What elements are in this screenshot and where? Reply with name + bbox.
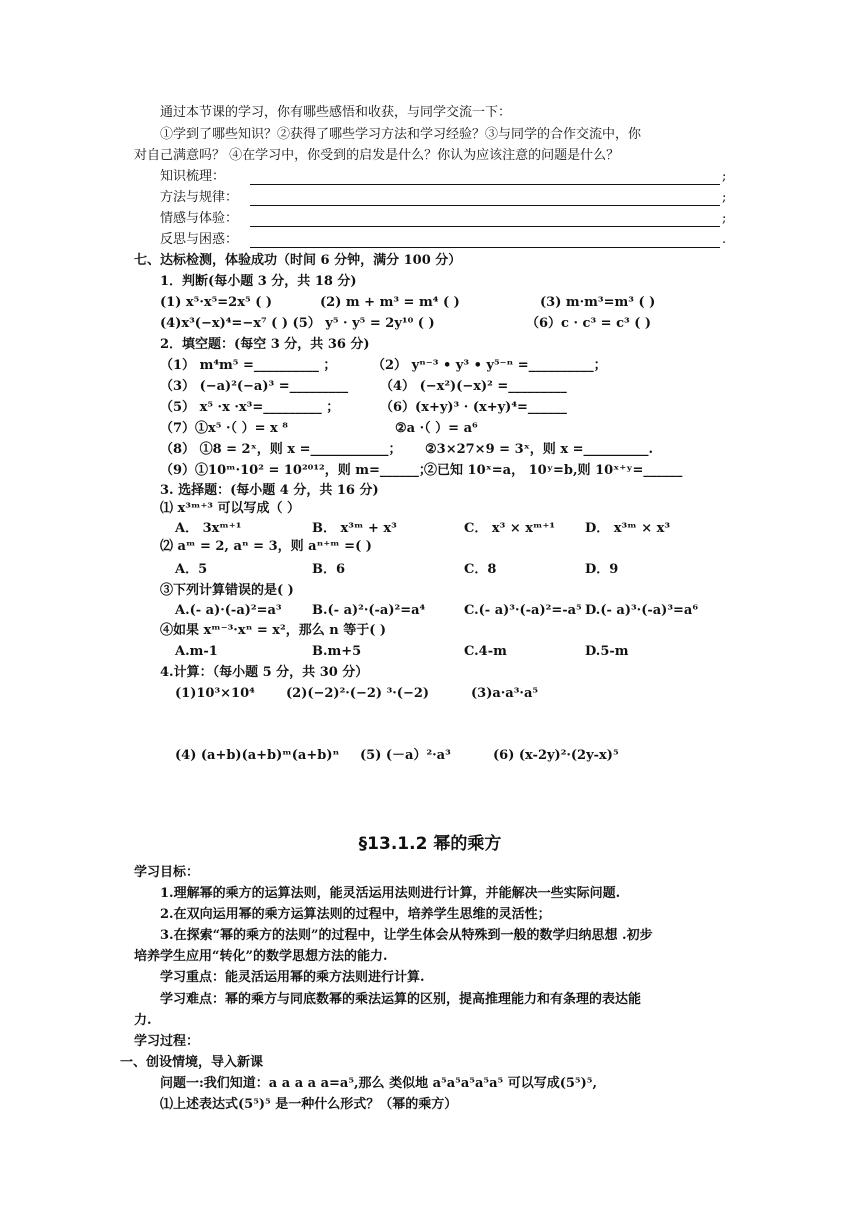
calc-item: (3)a·a³·a⁵ bbox=[471, 686, 539, 701]
problem-1-question: ⑴上述表达式(5⁵)⁵ 是一种什么形式？（幂的乘方） bbox=[160, 1097, 458, 1112]
option-c[interactable]: C.4-m bbox=[464, 644, 507, 659]
option-a[interactable]: A． 3xᵐ⁺¹ bbox=[175, 521, 242, 536]
learning-difficulty-line1: 学习难点：幂的乘方与同底数幂的乘法运算的区别，提高推理能力和有条理的表达能 bbox=[160, 992, 642, 1007]
section7-heading-note: （时间 6 分钟，满分 100 分） bbox=[277, 253, 462, 268]
fill-item: （6）(x+y)³ · (x+y)⁴=______ bbox=[380, 400, 567, 415]
section7-heading-text: 七、达标检测，体验成功 bbox=[134, 253, 278, 268]
field-label: 方法与规律： bbox=[160, 190, 239, 205]
calc-item: (5) (－a）²·a³ bbox=[360, 748, 451, 763]
part1-heading: 一、创设情境，导入新课 bbox=[120, 1055, 264, 1070]
field-end: ; bbox=[722, 211, 727, 226]
fill-item: （1） m⁴m⁵ =__________ ； bbox=[160, 358, 337, 373]
option-b[interactable]: B． x³ᵐ + x³ bbox=[312, 521, 397, 536]
option-b[interactable]: B.m+5 bbox=[312, 644, 362, 659]
fill-item: （8） ①8 = 2ˣ，则 x =____________； bbox=[160, 442, 402, 457]
choice-4-stem: ④如果 xᵐ⁻³·xⁿ = x²，那么 n 等于( ) bbox=[160, 623, 387, 638]
fill-item: （2） yⁿ⁻³ • y³ • y⁵⁻ⁿ =__________； bbox=[372, 358, 607, 373]
reflection-intro: 通过本节课的学习，你有哪些感悟和收获，与同学交流一下： bbox=[160, 105, 512, 120]
fill-item: ②a ·（ ）= a⁶ bbox=[395, 421, 478, 436]
reflection-question-line1: ①学到了哪些知识？②获得了哪些学习方法和学习经验？③与同学的合作交流中，你 bbox=[160, 127, 642, 142]
section7-heading bbox=[134, 252, 461, 270]
option-a[interactable]: A．5 bbox=[175, 562, 208, 577]
fill-item: ②3×27×9 = 3ˣ，则 x =__________. bbox=[425, 442, 654, 457]
option-c[interactable]: C.(- a)³·(-a)²=-a⁵ bbox=[464, 603, 582, 618]
goal-1: 1.理解幂的乘方的运算法则，能灵活运用法则进行计算，并能解决一些实际问题. bbox=[160, 886, 621, 901]
choice-2-stem: ⑵ aᵐ = 2, aⁿ = 3，则 aⁿ⁺ᵐ =( ) bbox=[160, 539, 372, 554]
calc-item: (4) (a+b)(a+b)ᵐ(a+b)ⁿ bbox=[175, 748, 340, 763]
lesson-title: §13.1.2 幂的乘方 bbox=[358, 834, 502, 854]
calc-item: (1)10³×10⁴ bbox=[175, 686, 255, 701]
option-c[interactable]: C．8 bbox=[464, 562, 497, 577]
judge-items-4-5: (4)x³(−x)⁴=−x⁷ ( ) (5） y⁵ · y⁵ = 2y¹⁰ ( ) bbox=[160, 316, 435, 331]
option-d[interactable]: D． x³ᵐ × x³ bbox=[585, 521, 671, 536]
answer-line[interactable] bbox=[250, 184, 720, 185]
problem-1: 问题一:我们知道：a a a a a=a⁵,那么 类似地 a⁵a⁵a⁵a⁵a⁵ 可以写成(5⁵)⁵, bbox=[160, 1076, 597, 1091]
field-end: . bbox=[722, 232, 727, 247]
answer-line[interactable] bbox=[250, 226, 720, 227]
field-label: 情感与体验： bbox=[160, 211, 239, 226]
calc-item: (2)(−2)²·(−2) ³·(−2) bbox=[286, 686, 430, 701]
goal-2: 2.在双向运用幂的乘方运算法则的过程中，培养学生思维的灵活性； bbox=[160, 907, 551, 922]
goals-heading: 学习目标： bbox=[134, 865, 200, 880]
field-end: ; bbox=[722, 190, 727, 205]
fill-item: （4） (−x²)(−x)² =_________ bbox=[380, 379, 567, 394]
choice-title: 3. 选择题：(每小题 4 分，共 16 分) bbox=[160, 483, 379, 498]
fill-title: 2．填空题：(每空 3 分，共 36 分) bbox=[160, 337, 370, 352]
option-c[interactable]: C． x³ × xᵐ⁺¹ bbox=[464, 521, 556, 536]
fill-item: （9）①10ᵐ·10² = 10²⁰¹²，则 m=______； bbox=[160, 463, 432, 478]
field-label: 反思与困惑： bbox=[160, 232, 239, 247]
learning-focus: 学习重点：能灵活运用幂的乘方法则进行计算. bbox=[160, 970, 425, 985]
option-a[interactable]: A.(- a)·(-a)²=a³ bbox=[175, 603, 282, 618]
field-label: 知识梳理： bbox=[160, 169, 226, 184]
fill-item: （5） x⁵ ·x ·x³=_________ ； bbox=[160, 400, 340, 415]
fill-item: ②已知 10ˣ=a， 10ʸ=b,则 10ˣ⁺ʸ=______ bbox=[424, 463, 683, 478]
judge-item-6: （6）c · c³ = c³ ( ) bbox=[526, 316, 652, 331]
judge-title: 1．判断(每小题 3 分，共 18 分) bbox=[160, 274, 357, 289]
choice-3-stem: ③下列计算错误的是( ) bbox=[160, 583, 294, 598]
learning-difficulty-line2: 力. bbox=[134, 1013, 152, 1028]
judge-item-3: (3) m·m³=m³ ( ) bbox=[540, 295, 656, 310]
option-d[interactable]: D.(- a)³·(-a)³=a⁶ bbox=[585, 603, 699, 618]
judge-item-1: (1) x⁵·x⁵=2x⁵ ( ) bbox=[160, 295, 273, 310]
choice-1-stem: ⑴ x³ᵐ⁺³ 可以写成（ ） bbox=[160, 501, 301, 516]
option-b[interactable]: B．6 bbox=[312, 562, 346, 577]
goal-3-line2: 培养学生应用“转化”的数学思想方法的能力. bbox=[134, 949, 388, 964]
reflection-question-line2: 对自己满意吗？ ④在学习中，你受到的启发是什么？你认为应该注意的问题是什么？ bbox=[134, 148, 620, 163]
fill-item: （7）①x⁵ ·（ ）= x ⁸ bbox=[160, 421, 288, 436]
calc-title: 4.计算：（每小题 5 分，共 30 分） bbox=[160, 665, 369, 680]
goal-3-line1: 3.在探索“幂的乘方的法则”的过程中，让学生体会从特殊到一般的数学归纳思想 .初步 bbox=[160, 928, 653, 943]
fill-item: （3） (−a)²(−a)³ =_________ bbox=[160, 379, 349, 394]
option-d[interactable]: D．9 bbox=[585, 562, 619, 577]
calc-item: (6) (x-2y)²·(2y-x)⁵ bbox=[493, 748, 619, 763]
judge-item-2: (2) m + m³ = m⁴ ( ) bbox=[320, 295, 460, 310]
field-end: ; bbox=[722, 169, 727, 184]
option-b[interactable]: B.(- a)²·(-a)²=a⁴ bbox=[312, 603, 426, 618]
process-heading: 学习过程： bbox=[134, 1034, 200, 1049]
option-a[interactable]: A.m-1 bbox=[175, 644, 218, 659]
option-d[interactable]: D.5-m bbox=[585, 644, 629, 659]
answer-line[interactable] bbox=[250, 205, 720, 206]
answer-line[interactable] bbox=[250, 247, 720, 248]
